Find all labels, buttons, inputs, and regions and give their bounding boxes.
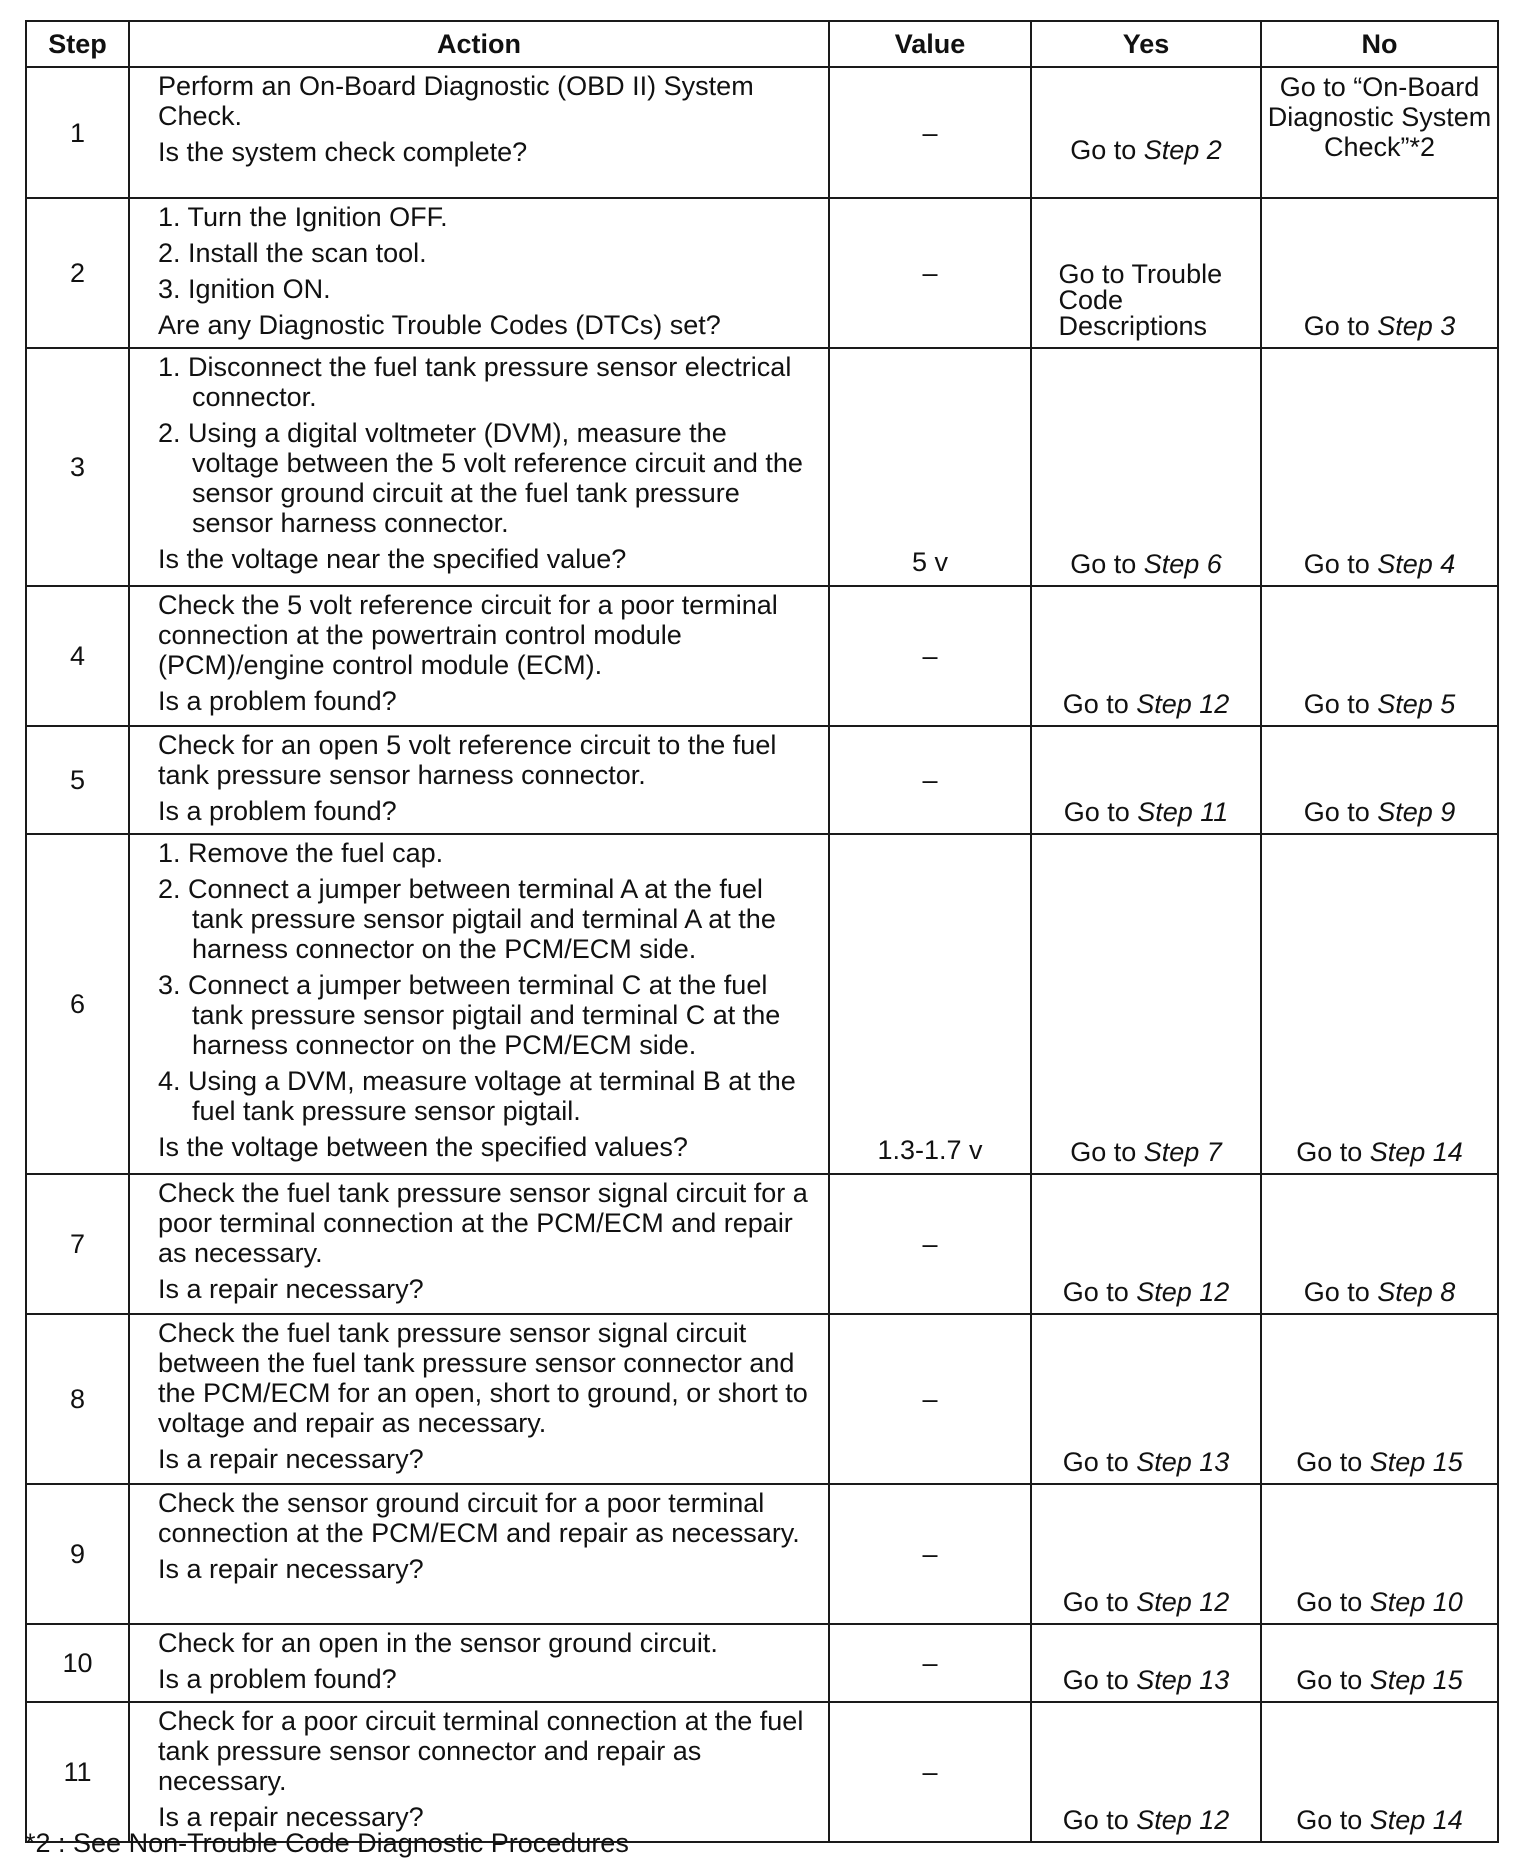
step-number: 1	[26, 67, 129, 198]
value-cell: –	[829, 1702, 1031, 1842]
value-cell: –	[829, 1484, 1031, 1624]
no-step-link: Step 8	[1377, 1277, 1456, 1307]
yes-prefix: Go to	[1062, 1447, 1137, 1477]
yes-step-link: Step 12	[1136, 1805, 1230, 1835]
step-number: 7	[26, 1174, 129, 1314]
no-step-link: Step 10	[1369, 1587, 1463, 1617]
no-cell	[1261, 586, 1498, 726]
table-row	[26, 1174, 1498, 1314]
no-prefix: Go to	[1296, 1137, 1370, 1167]
action-cell	[129, 834, 829, 1174]
action-question: Is a problem found?	[158, 686, 397, 716]
no-prefix: Go to	[1303, 1277, 1378, 1307]
action-text: Check for an open 5 volt reference circuit to the fuel tank pressure sensor harness connector.	[158, 730, 777, 790]
action-step-item: 4. Using a DVM, measure voltage at terminal B at the fuel tank pressure sensor pigtail.	[158, 1066, 796, 1126]
action-question: Is a problem found?	[158, 1664, 397, 1694]
yes-step-link: Step 13	[1136, 1665, 1230, 1695]
yes-step-link: Step 13	[1136, 1447, 1230, 1477]
no-prefix: Go to	[1303, 689, 1378, 719]
no-prefix: Go to	[1296, 1805, 1370, 1835]
header-action: Action	[129, 21, 829, 67]
action-cell	[129, 726, 829, 834]
diagnostic-table	[25, 20, 1499, 1843]
value-cell: –	[829, 726, 1031, 834]
value-cell: –	[829, 67, 1031, 198]
no-prefix: Go to	[1303, 311, 1378, 341]
step-number: 5	[26, 726, 129, 834]
yes-cell	[1031, 1314, 1261, 1484]
no-cell	[1261, 198, 1498, 348]
action-question: Is a repair necessary?	[158, 1274, 424, 1304]
table-row	[26, 348, 1498, 586]
step-number: 6	[26, 834, 129, 1174]
action-question: Are any Diagnostic Trouble Codes (DTCs) set?	[158, 310, 721, 340]
no-cell	[1261, 348, 1498, 586]
no-cell	[1261, 1174, 1498, 1314]
no-step-link: Step 3	[1377, 311, 1456, 341]
action-question: Is a repair necessary?	[158, 1802, 424, 1832]
step-number: 4	[26, 586, 129, 726]
yes-step-link: Step 7	[1143, 1137, 1222, 1167]
yes-step-link: Step 2	[1143, 135, 1222, 165]
value-cell: –	[829, 198, 1031, 348]
action-step-item: 1. Disconnect the fuel tank pressure sensor electrical connector.	[158, 352, 792, 412]
action-text: Check the fuel tank pressure sensor signal circuit between the fuel tank pressure sensor connector and the PCM/ECM for an open, short to ground, or short to voltage and repair as necessary.	[158, 1318, 808, 1438]
action-step-item: 2. Connect a jumper between terminal A at the fuel tank pressure sensor pigtail and terminal A at the harness connector on the PCM/ECM side.	[158, 874, 776, 964]
no-prefix: Go to	[1296, 1665, 1370, 1695]
no-text: Go to “On-Board Diagnostic System Check”*2	[1267, 72, 1492, 162]
yes-cell	[1031, 67, 1261, 198]
yes-prefix: Go to	[1062, 1665, 1137, 1695]
header-yes: Yes	[1031, 21, 1261, 67]
yes-cell	[1031, 1624, 1261, 1702]
action-cell	[129, 1174, 829, 1314]
value-cell: 5 v	[829, 348, 1031, 586]
no-cell	[1261, 1702, 1498, 1842]
action-step-item: 1. Remove the fuel cap.	[158, 838, 444, 868]
step-number: 8	[26, 1314, 129, 1484]
value-cell: –	[829, 1624, 1031, 1702]
no-step-link: Step 15	[1369, 1447, 1463, 1477]
step-number: 3	[26, 348, 129, 586]
action-step-item: 3. Ignition ON.	[158, 274, 331, 304]
header-value: Value	[829, 21, 1031, 67]
yes-cell	[1031, 1174, 1261, 1314]
table-row	[26, 67, 1498, 198]
action-text: Check the 5 volt reference circuit for a poor terminal connection at the powertrain control module (PCM)/engine control module (ECM).	[158, 590, 778, 680]
action-text: Check for an open in the sensor ground circuit.	[158, 1628, 718, 1658]
value-cell: –	[829, 1174, 1031, 1314]
step-number: 2	[26, 198, 129, 348]
yes-cell	[1031, 1702, 1261, 1842]
yes-prefix: Go to	[1062, 1805, 1137, 1835]
action-cell	[129, 1624, 829, 1702]
table-row	[26, 586, 1498, 726]
action-step-item: 3. Connect a jumper between terminal C at the fuel tank pressure sensor pigtail and terminal C at the harness connector on the PCM/ECM side.	[158, 970, 781, 1060]
yes-cell	[1031, 1484, 1261, 1624]
action-question: Is a repair necessary?	[158, 1444, 424, 1474]
no-prefix: Go to	[1296, 1587, 1370, 1617]
no-step-link: Step 4	[1377, 549, 1456, 579]
step-number: 11	[26, 1702, 129, 1842]
no-prefix: Go to	[1303, 549, 1378, 579]
no-step-link: Step 15	[1369, 1665, 1463, 1695]
action-question: Is the voltage near the specified value?	[158, 544, 627, 574]
table-row	[26, 726, 1498, 834]
no-cell	[1261, 1314, 1498, 1484]
no-prefix: Go to	[1303, 797, 1378, 827]
no-step-link: Step 14	[1369, 1137, 1463, 1167]
no-cell	[1261, 1624, 1498, 1702]
no-cell	[1261, 834, 1498, 1174]
action-text: Perform an On-Board Diagnostic (OBD II) System Check.	[158, 71, 754, 131]
yes-cell	[1031, 834, 1261, 1174]
action-cell	[129, 1314, 829, 1484]
step-number: 10	[26, 1624, 129, 1702]
yes-prefix: Go to	[1070, 549, 1144, 579]
action-question: Is the voltage between the specified values?	[158, 1132, 688, 1162]
yes-cell	[1031, 348, 1261, 586]
action-text: Check the sensor ground circuit for a poor terminal connection at the PCM/ECM and repair as necessary.	[158, 1488, 800, 1548]
table-row	[26, 1702, 1498, 1842]
yes-prefix: Go to	[1062, 689, 1137, 719]
action-cell	[129, 586, 829, 726]
yes-cell	[1031, 586, 1261, 726]
no-cell	[1261, 67, 1498, 198]
yes-prefix: Go to	[1062, 1587, 1137, 1617]
header-step: Step	[26, 21, 129, 67]
action-question: Is a repair necessary?	[158, 1554, 424, 1584]
yes-step-link: Step 12	[1136, 1277, 1230, 1307]
action-question: Is the system check complete?	[158, 137, 528, 167]
action-cell	[129, 348, 829, 586]
action-cell	[129, 1484, 829, 1624]
yes-prefix: Go to	[1070, 1137, 1144, 1167]
action-step-item: 1. Turn the Ignition OFF.	[158, 202, 448, 232]
table-row	[26, 1314, 1498, 1484]
yes-cell	[1031, 198, 1261, 348]
action-question: Is a problem found?	[158, 796, 397, 826]
yes-text: Go to Trouble Code Descriptions	[1058, 259, 1223, 341]
table-row	[26, 198, 1498, 348]
yes-prefix: Go to	[1070, 135, 1144, 165]
no-step-link: Step 14	[1369, 1805, 1463, 1835]
step-number: 9	[26, 1484, 129, 1624]
yes-prefix: Go to	[1063, 797, 1138, 827]
yes-step-link: Step 11	[1137, 797, 1229, 827]
no-step-link: Step 5	[1377, 689, 1456, 719]
value-cell: 1.3-1.7 v	[829, 834, 1031, 1174]
action-text: Check for a poor circuit terminal connection at the fuel tank pressure sensor connector and repair as necessary.	[158, 1706, 804, 1796]
action-cell	[129, 1702, 829, 1842]
action-cell	[129, 198, 829, 348]
no-cell	[1261, 1484, 1498, 1624]
action-text: Check the fuel tank pressure sensor signal circuit for a poor terminal connection at the PCM/ECM and repair as necessary.	[158, 1178, 808, 1268]
table-row	[26, 834, 1498, 1174]
value-cell: –	[829, 1314, 1031, 1484]
header-row	[26, 21, 1498, 67]
table-row	[26, 1484, 1498, 1624]
yes-prefix: Go to	[1062, 1277, 1137, 1307]
yes-step-link: Step 12	[1136, 1587, 1230, 1617]
yes-step-link: Step 12	[1136, 689, 1230, 719]
footnote: *2 : See Non-Trouble Code Diagnostic Procedures	[25, 1828, 629, 1858]
yes-step-link: Step 6	[1143, 549, 1222, 579]
action-step-item: 2. Using a digital voltmeter (DVM), measure the voltage between the 5 volt reference circuit and the sensor ground circuit at the fuel tank pressure sensor harness connector.	[158, 418, 803, 538]
table-row	[26, 1624, 1498, 1702]
value-cell: –	[829, 586, 1031, 726]
action-step-item: 2. Install the scan tool.	[158, 238, 427, 268]
action-cell	[129, 67, 829, 198]
header-no: No	[1261, 21, 1498, 67]
no-cell	[1261, 726, 1498, 834]
yes-cell	[1031, 726, 1261, 834]
no-step-link: Step 9	[1377, 797, 1456, 827]
no-prefix: Go to	[1296, 1447, 1370, 1477]
